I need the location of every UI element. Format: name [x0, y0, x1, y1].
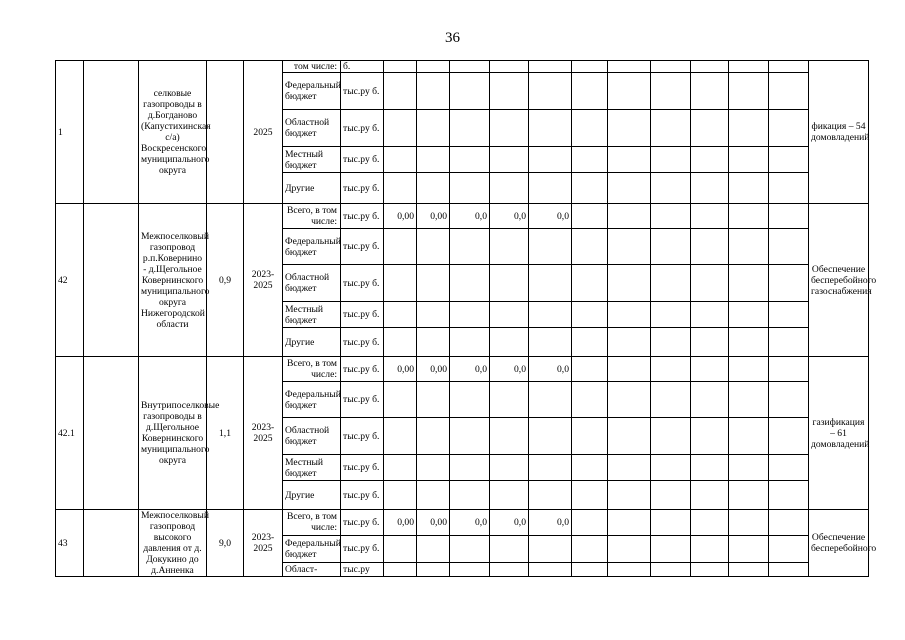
amount-cell — [572, 147, 608, 173]
amount-cell — [417, 535, 450, 562]
amount-cell — [490, 535, 529, 562]
row-number: 42.1 — [56, 357, 84, 510]
unit-cell: тыс.ру б. — [341, 173, 384, 204]
amount-cell — [450, 302, 490, 328]
amount-cell — [529, 328, 572, 357]
amount-cell — [572, 229, 608, 265]
amount-cell — [450, 229, 490, 265]
amount-cell — [384, 302, 417, 328]
table-row — [56, 61, 869, 73]
amount-cell — [691, 455, 729, 481]
amount-cell — [608, 73, 651, 110]
amount-cell — [384, 229, 417, 265]
amount-cell — [769, 173, 809, 204]
object-name: Внутрипоселковые газопроводы в д.Щегольное Ковернинского муниципального округа — [139, 357, 207, 510]
amount-cell — [490, 481, 529, 510]
unit-cell: тыс.ру б. — [341, 110, 384, 147]
table-row — [56, 357, 869, 382]
unit-cell: тыс.ру б. — [341, 265, 384, 302]
amount-cell — [490, 328, 529, 357]
amount-cell — [417, 455, 450, 481]
amount-cell: 0,00 — [384, 357, 417, 382]
amount-cell — [608, 302, 651, 328]
amount-cell — [572, 328, 608, 357]
amount-cell — [450, 61, 490, 73]
amount-cell — [417, 110, 450, 147]
amount-cell — [729, 73, 769, 110]
amount-cell — [490, 173, 529, 204]
expected-result: Обеспечение бесперебойного газоснабжения — [809, 204, 869, 357]
amount-cell — [529, 535, 572, 562]
amount-cell — [417, 61, 450, 73]
amount-cell — [529, 382, 572, 418]
funding-source: Другие — [283, 328, 341, 357]
amount-cell — [490, 110, 529, 147]
amount-cell — [384, 265, 417, 302]
amount-cell — [691, 73, 729, 110]
amount-cell — [729, 229, 769, 265]
amount-cell — [729, 61, 769, 73]
amount-cell — [691, 328, 729, 357]
amount-cell — [490, 382, 529, 418]
amount-cell — [572, 562, 608, 576]
amount-cell — [769, 204, 809, 229]
amount-cell — [651, 562, 691, 576]
funding-source: Федеральный бюджет — [283, 535, 341, 562]
funding-source: Федеральный бюджет — [283, 73, 341, 110]
amount-cell — [572, 204, 608, 229]
amount-cell — [490, 562, 529, 576]
amount-cell — [384, 61, 417, 73]
amount-cell — [529, 173, 572, 204]
amount-cell — [417, 418, 450, 455]
implementation-years: 2023-2025 — [244, 204, 283, 357]
amount-cell — [490, 147, 529, 173]
amount-cell — [529, 73, 572, 110]
empty-cell — [84, 357, 139, 510]
amount-cell — [572, 481, 608, 510]
amount-cell — [691, 229, 729, 265]
unit-cell: тыс.ру б. — [341, 455, 384, 481]
amount-cell — [651, 265, 691, 302]
amount-cell — [608, 61, 651, 73]
amount-cell — [490, 302, 529, 328]
amount-cell: 0,0 — [529, 510, 572, 536]
amount-cell — [651, 110, 691, 147]
amount-cell — [691, 535, 729, 562]
length-km: 9,0 — [207, 510, 244, 577]
amount-cell — [608, 535, 651, 562]
amount-cell — [384, 328, 417, 357]
amount-cell — [572, 110, 608, 147]
amount-cell — [608, 418, 651, 455]
amount-cell — [450, 110, 490, 147]
amount-cell — [572, 455, 608, 481]
amount-cell — [651, 328, 691, 357]
amount-cell — [417, 481, 450, 510]
amount-cell — [729, 357, 769, 382]
object-name: Межпоселковый газопровод высокого давления от д. Докукино до д.Анненка — [139, 510, 207, 577]
amount-cell: 0,0 — [490, 510, 529, 536]
amount-cell — [572, 265, 608, 302]
amount-cell: 0,00 — [384, 204, 417, 229]
amount-cell — [608, 510, 651, 536]
object-name: Межпоселковый газопровод р.п.Ковернино - д.Щегольное Ковернинского муниципального округа Нижегородской области — [139, 204, 207, 357]
implementation-years: 2025 — [244, 61, 283, 204]
amount-cell — [729, 510, 769, 536]
amount-cell — [417, 328, 450, 357]
expected-result: фикация – 54 домовладений — [809, 61, 869, 204]
amount-cell: 0,0 — [450, 357, 490, 382]
amount-cell: 0,00 — [417, 357, 450, 382]
amount-cell — [608, 481, 651, 510]
amount-cell — [729, 481, 769, 510]
amount-cell — [417, 265, 450, 302]
amount-cell — [729, 382, 769, 418]
implementation-years: 2023-2025 — [244, 357, 283, 510]
funding-source: Област- — [283, 562, 341, 576]
amount-cell — [651, 73, 691, 110]
amount-cell — [769, 455, 809, 481]
amount-cell: 0,0 — [529, 204, 572, 229]
amount-cell — [384, 455, 417, 481]
amount-cell — [691, 173, 729, 204]
amount-cell: 0,00 — [417, 204, 450, 229]
amount-cell — [608, 204, 651, 229]
amount-cell — [769, 73, 809, 110]
amount-cell: 0,00 — [417, 510, 450, 536]
amount-cell — [769, 418, 809, 455]
amount-cell — [769, 535, 809, 562]
amount-cell — [450, 173, 490, 204]
amount-cell — [417, 302, 450, 328]
amount-cell — [384, 535, 417, 562]
amount-cell — [529, 455, 572, 481]
amount-cell — [417, 73, 450, 110]
amount-cell — [769, 229, 809, 265]
funding-source: Местный бюджет — [283, 302, 341, 328]
object-name: селковые газопроводы в д.Богданово (Капустихинская с/а) Воскресенского муниципального округа — [139, 61, 207, 204]
amount-cell — [572, 173, 608, 204]
amount-cell — [450, 73, 490, 110]
amount-cell: 0,0 — [450, 204, 490, 229]
amount-cell — [729, 302, 769, 328]
amount-cell — [651, 535, 691, 562]
amount-cell — [490, 73, 529, 110]
amount-cell — [651, 418, 691, 455]
amount-cell — [572, 535, 608, 562]
amount-cell — [608, 147, 651, 173]
unit-cell: тыс.ру б. — [341, 481, 384, 510]
amount-cell — [769, 357, 809, 382]
amount-cell: 0,0 — [490, 204, 529, 229]
amount-cell — [651, 61, 691, 73]
amount-cell — [529, 110, 572, 147]
amount-cell — [691, 204, 729, 229]
row-number: 1 — [56, 61, 84, 204]
amount-cell — [729, 562, 769, 576]
amount-cell — [729, 265, 769, 302]
amount-cell — [691, 562, 729, 576]
amount-cell — [529, 147, 572, 173]
amount-cell — [417, 562, 450, 576]
amount-cell — [608, 357, 651, 382]
unit-cell: тыс.ру б. — [341, 382, 384, 418]
amount-cell — [450, 418, 490, 455]
amount-cell — [529, 481, 572, 510]
funding-source: Всего, в том числе: — [283, 510, 341, 536]
amount-cell — [608, 328, 651, 357]
amount-cell — [651, 229, 691, 265]
amount-cell — [651, 357, 691, 382]
amount-cell — [450, 328, 490, 357]
expected-result: Обеспечение бесперебойного — [809, 510, 869, 577]
amount-cell — [651, 173, 691, 204]
amount-cell — [691, 61, 729, 73]
table-row — [56, 510, 869, 536]
amount-cell — [450, 147, 490, 173]
amount-cell — [608, 265, 651, 302]
amount-cell — [572, 382, 608, 418]
amount-cell — [769, 562, 809, 576]
amount-cell — [572, 510, 608, 536]
amount-cell — [608, 229, 651, 265]
unit-cell: тыс.ру б. — [341, 147, 384, 173]
amount-cell — [490, 265, 529, 302]
amount-cell — [529, 61, 572, 73]
amount-cell — [529, 302, 572, 328]
amount-cell — [729, 147, 769, 173]
amount-cell — [608, 382, 651, 418]
amount-cell — [729, 418, 769, 455]
amount-cell — [651, 481, 691, 510]
amount-cell — [691, 147, 729, 173]
amount-cell — [572, 302, 608, 328]
amount-cell — [691, 302, 729, 328]
table-row — [56, 204, 869, 229]
funding-source: Местный бюджет — [283, 147, 341, 173]
unit-cell: тыс.ру — [341, 562, 384, 576]
amount-cell — [769, 302, 809, 328]
amount-cell — [384, 481, 417, 510]
amount-cell — [490, 455, 529, 481]
amount-cell — [490, 61, 529, 73]
amount-cell — [450, 562, 490, 576]
unit-cell: тыс.ру б. — [341, 328, 384, 357]
amount-cell — [384, 147, 417, 173]
amount-cell — [691, 418, 729, 455]
amount-cell — [450, 382, 490, 418]
funding-source: Федеральный бюджет — [283, 229, 341, 265]
amount-cell — [608, 455, 651, 481]
budget-table — [55, 60, 877, 577]
amount-cell — [529, 562, 572, 576]
length-km: 0,9 — [207, 204, 244, 357]
amount-cell — [417, 382, 450, 418]
amount-cell — [769, 147, 809, 173]
amount-cell: 0,0 — [490, 357, 529, 382]
amount-cell — [490, 418, 529, 455]
amount-cell — [384, 418, 417, 455]
amount-cell — [651, 510, 691, 536]
amount-cell — [691, 357, 729, 382]
amount-cell — [572, 73, 608, 110]
funding-source: Областной бюджет — [283, 418, 341, 455]
amount-cell — [608, 110, 651, 147]
amount-cell — [608, 173, 651, 204]
amount-cell — [691, 481, 729, 510]
empty-cell — [84, 61, 139, 204]
amount-cell — [651, 302, 691, 328]
implementation-years: 2023-2025 — [244, 510, 283, 577]
amount-cell — [769, 265, 809, 302]
amount-cell — [417, 173, 450, 204]
unit-cell: тыс.ру б. — [341, 204, 384, 229]
amount-cell — [417, 147, 450, 173]
funding-source: Всего, в том числе: — [283, 204, 341, 229]
amount-cell — [450, 481, 490, 510]
length-km: 1,1 — [207, 357, 244, 510]
amount-cell — [529, 418, 572, 455]
amount-cell — [608, 562, 651, 576]
amount-cell — [417, 229, 450, 265]
funding-source: Всего, в том числе: — [283, 357, 341, 382]
unit-cell: тыс.ру б. — [341, 510, 384, 536]
amount-cell — [490, 229, 529, 265]
amount-cell — [691, 382, 729, 418]
amount-cell — [529, 265, 572, 302]
amount-cell — [691, 510, 729, 536]
amount-cell: 0,00 — [384, 510, 417, 536]
amount-cell — [450, 455, 490, 481]
amount-cell — [729, 328, 769, 357]
amount-cell — [729, 455, 769, 481]
funding-source: Местный бюджет — [283, 455, 341, 481]
amount-cell — [729, 535, 769, 562]
amount-cell — [769, 328, 809, 357]
amount-cell — [769, 510, 809, 536]
amount-cell — [384, 562, 417, 576]
amount-cell — [384, 382, 417, 418]
amount-cell — [769, 382, 809, 418]
page-number: 36 — [445, 30, 460, 46]
amount-cell — [651, 147, 691, 173]
amount-cell — [769, 481, 809, 510]
amount-cell — [691, 265, 729, 302]
amount-cell — [384, 110, 417, 147]
amount-cell — [729, 173, 769, 204]
empty-cell — [84, 204, 139, 357]
unit-cell: б. — [341, 61, 384, 73]
amount-cell — [384, 173, 417, 204]
amount-cell: 0,0 — [529, 357, 572, 382]
funding-source: том числе: — [283, 61, 341, 73]
amount-cell — [769, 61, 809, 73]
amount-cell — [651, 382, 691, 418]
funding-source: Другие — [283, 173, 341, 204]
unit-cell: тыс.ру б. — [341, 357, 384, 382]
amount-cell — [691, 110, 729, 147]
unit-cell: тыс.ру б. — [341, 302, 384, 328]
amount-cell — [384, 73, 417, 110]
amount-cell — [651, 204, 691, 229]
unit-cell: тыс.ру б. — [341, 229, 384, 265]
amount-cell — [572, 61, 608, 73]
row-number: 42 — [56, 204, 84, 357]
row-number: 43 — [56, 510, 84, 577]
amount-cell — [450, 265, 490, 302]
amount-cell: 0,0 — [450, 510, 490, 536]
funding-source: Другие — [283, 481, 341, 510]
unit-cell: тыс.ру б. — [341, 535, 384, 562]
funding-source: Областной бюджет — [283, 110, 341, 147]
amount-cell — [651, 455, 691, 481]
amount-cell — [450, 535, 490, 562]
unit-cell: тыс.ру б. — [341, 418, 384, 455]
length-km — [207, 61, 244, 204]
amount-cell — [729, 110, 769, 147]
empty-cell — [84, 510, 139, 577]
funding-source: Федеральный бюджет — [283, 382, 341, 418]
amount-cell — [729, 204, 769, 229]
funding-source: Областной бюджет — [283, 265, 341, 302]
amount-cell — [769, 110, 809, 147]
amount-cell — [572, 357, 608, 382]
amount-cell — [572, 418, 608, 455]
unit-cell: тыс.ру б. — [341, 73, 384, 110]
amount-cell — [529, 229, 572, 265]
expected-result: газификация – 61 домовладений — [809, 357, 869, 510]
